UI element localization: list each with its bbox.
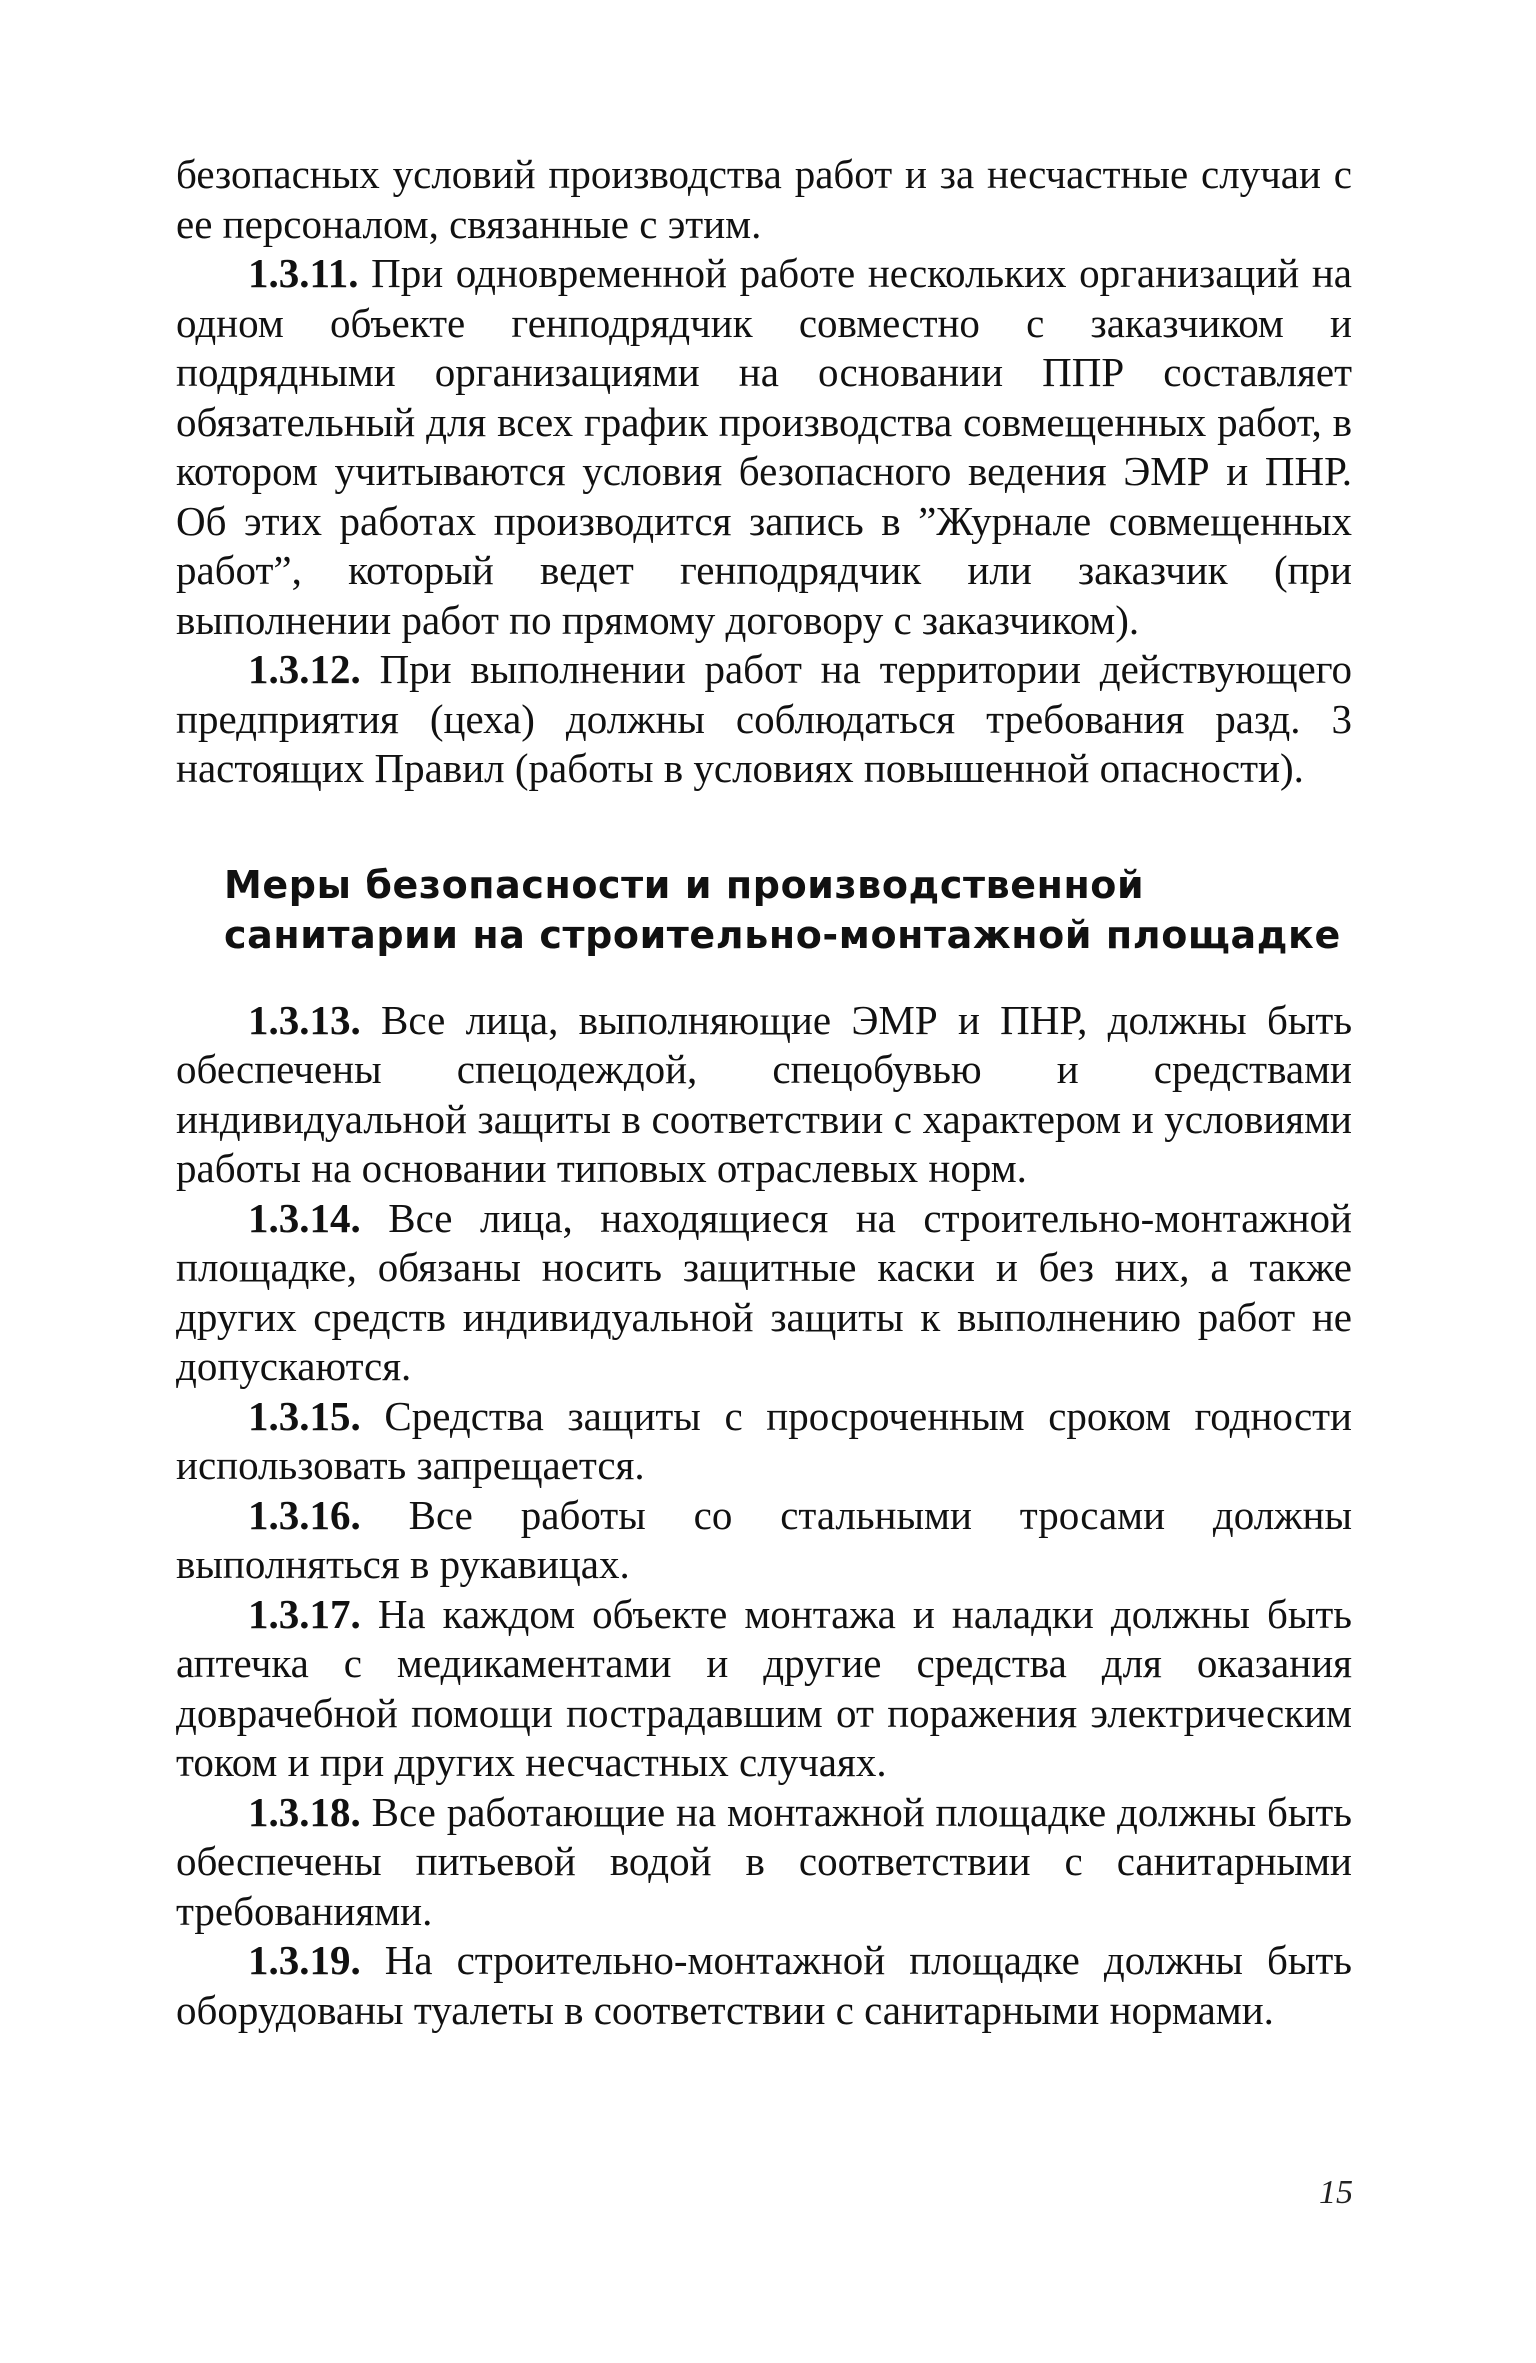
paragraph-text: При одновременной работе нескольких организаций на одном объекте генподрядчик совместно с заказчиком и подрядными организациями на основании ППР составляет обязательный для всех график производства совмещенных работ, в котором учитываются условия безопасного ведения ЭМР и ПНР. Об этих работах производится запись в ”Журнале совмещенных работ”, который ведет генподрядчик или заказчик (при выполнении работ по прямому договору с заказчиком). <box>176 250 1352 643</box>
paragraph-number: 1.3.16. <box>248 1491 361 1538</box>
page-number: 15 <box>1319 2174 1353 2211</box>
paragraph-text: Все работающие на монтажной площадке должны быть обеспечены питьевой водой в соответствии с санитарными требованиями. <box>176 1788 1352 1934</box>
paragraph-1-3-15 <box>176 1392 1352 1491</box>
paragraph-number: 1.3.12. <box>248 646 361 692</box>
paragraph-text: На каждом объекте монтажа и наладки должны быть аптечка с медикаментами и другие средства для оказания доврачебной помощи пострадавшим от поражения электрическим током и при других несчастных случаях. <box>176 1590 1353 1785</box>
paragraph-1-3-16 <box>176 1491 1352 1590</box>
paragraph-number: 1.3.19. <box>248 1937 361 1983</box>
paragraph-number: 1.3.13. <box>248 996 361 1043</box>
paragraph-text: Средства защиты с просроченным сроком годности использовать запрещается. <box>176 1392 1352 1488</box>
paragraph-text: На строительно-монтажной площадке должны быть оборудованы туалеты в соответствии с санитарными нормами. <box>176 1937 1352 2033</box>
paragraph-1-3-14 <box>176 1194 1352 1392</box>
paragraph-1-3-19 <box>176 1936 1352 2035</box>
paragraph-1-3-17 <box>176 1590 1352 1788</box>
paragraph-number: 1.3.17. <box>248 1590 361 1637</box>
paragraph-text: Все работы со стальными тросами должны выполняться в рукавицах. <box>176 1491 1353 1587</box>
section-heading-line-2: санитарии на строительно-монтажной площадке <box>224 912 1341 957</box>
paragraph-number: 1.3.14. <box>248 1194 361 1241</box>
paragraph-text: Все лица, выполняющие ЭМР и ПНР, должны быть обеспечены спецодеждой, спецобувью и средствами индивидуальной защиты в соответствии с характером и условиями работы на основании типовых отраслевых норм. <box>176 996 1353 1191</box>
paragraph-text: Все лица, находящиеся на строительно-монтажной площадке, обязаны носить защитные каски и без них, а также других средств индивидуальной защиты к выполнению работ не допускаются. <box>176 1194 1353 1389</box>
paragraph-1-3-11 <box>176 249 1352 645</box>
paragraph-1-3-18 <box>176 1788 1352 1937</box>
paragraph-continuation <box>176 150 1352 249</box>
paragraph-1-3-12 <box>176 645 1352 794</box>
document-page <box>176 150 1352 2035</box>
section-heading-line-1: Меры безопасности и производственной <box>224 862 1145 907</box>
section-heading <box>224 860 1352 960</box>
paragraph-1-3-13 <box>176 996 1352 1194</box>
paragraph-number: 1.3.18. <box>248 1788 361 1835</box>
paragraph-number: 1.3.15. <box>248 1392 361 1439</box>
paragraph-number: 1.3.11. <box>248 250 359 296</box>
paragraph-text: безопасных условий производства работ и за несчастные случаи с ее персоналом, связанные с этим. <box>176 151 1352 247</box>
paragraph-text: При выполнении работ на территории действующего предприятия (цеха) должны соблюдаться требования разд. 3 настоящих Правил (работы в условиях повышенной опасности). <box>176 646 1353 791</box>
